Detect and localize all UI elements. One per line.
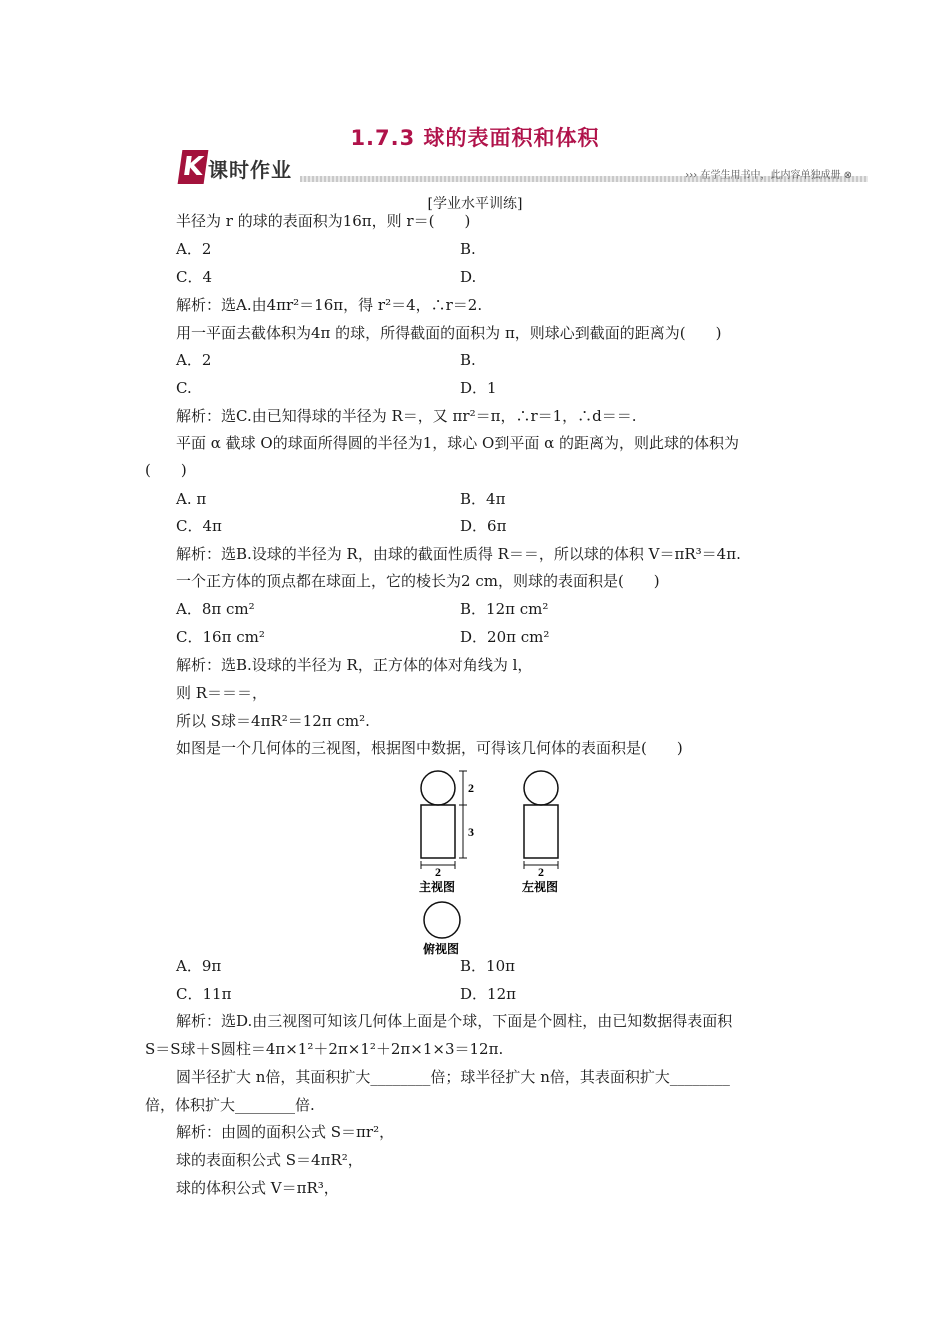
q5-stem: 如图是一个几何体的三视图，根据图中数据，可得该几何体的表面积是( ) bbox=[176, 739, 683, 757]
dim-top-label: 2 bbox=[468, 781, 474, 795]
q4-solution-line3: 所以 S球＝4πR²＝12π cm². bbox=[176, 712, 370, 730]
q2-solution: 解析：选C.由已知得球的半径为 R＝，又 πr²＝π，∴r＝1，∴d＝＝. bbox=[176, 407, 637, 425]
q2-option-d: D．1 bbox=[460, 379, 497, 397]
q2-option-c: C. bbox=[176, 379, 192, 397]
side-view-cylinder bbox=[524, 805, 558, 858]
three-view-figure bbox=[405, 770, 575, 960]
q5-option-b: B．10π bbox=[460, 957, 515, 975]
k-logo-icon: K bbox=[178, 150, 209, 184]
q1-solution: 解析：选A.由4πr²＝16π，得 r²＝4，∴r＝2. bbox=[176, 296, 483, 314]
q4-stem: 一个正方体的顶点都在球面上，它的棱长为2 cm，则球的表面积是( ) bbox=[176, 572, 660, 590]
q6-stem-line2: 倍，体积扩大________倍. bbox=[145, 1096, 315, 1114]
q5-solution-line1: 解析：选D.由三视图可知该几何体上面是个球，下面是个圆柱，由已知数据得表面积 bbox=[176, 1012, 733, 1030]
q1-option-c: C．4 bbox=[176, 268, 213, 286]
section-label: [学业水平训练] bbox=[427, 196, 523, 212]
q3-stem-continued: ( ) bbox=[145, 461, 187, 479]
q2-option-a: A．2 bbox=[176, 351, 212, 369]
q4-option-c: C．16π cm² bbox=[176, 628, 265, 646]
q3-stem: 平面 α 截球 O的球面所得圆的半径为1，球心 O到平面 α 的距离为，则此球的体积为 bbox=[176, 434, 740, 452]
front-view-cylinder bbox=[421, 805, 455, 858]
q6-stem-line1: 圆半径扩大 n倍，其面积扩大________倍；球半径扩大 n倍，其表面积扩大________ bbox=[176, 1068, 730, 1086]
q2-stem: 用一平面去截体积为4π 的球，所得截面的面积为 π，则球心到截面的距离为( ) bbox=[176, 324, 722, 342]
top-view-circle bbox=[424, 902, 460, 938]
q4-option-b: B．12π cm² bbox=[460, 600, 549, 618]
front-view-label: 主视图 bbox=[419, 880, 456, 894]
dim-front-bottom-label: 2 bbox=[435, 865, 441, 879]
top-view-label: 俯视图 bbox=[423, 942, 460, 956]
q6-solution-line3: 球的体积公式 V＝πR³， bbox=[176, 1179, 339, 1197]
q3-option-b: B．4π bbox=[460, 490, 506, 508]
homework-banner bbox=[180, 150, 868, 186]
q5-option-a: A．9π bbox=[176, 957, 222, 975]
q1-option-d: D. bbox=[460, 268, 477, 286]
banner-label: 课时作业 bbox=[208, 158, 292, 182]
banner-note: ››› 在学生用书中，此内容单独成册 ⊗ bbox=[685, 170, 852, 181]
q6-solution-line2: 球的表面积公式 S＝4πR²， bbox=[176, 1151, 363, 1169]
side-view-label: 左视图 bbox=[522, 880, 559, 894]
three-view-drawing bbox=[405, 770, 575, 960]
side-view-sphere bbox=[524, 771, 558, 805]
q6-solution-line1: 解析：由圆的面积公式 S＝πr²， bbox=[176, 1123, 395, 1141]
q1-option-a: A．2 bbox=[176, 240, 212, 258]
q3-option-d: D．6π bbox=[460, 517, 507, 535]
q4-option-d: D．20π cm² bbox=[460, 628, 550, 646]
q5-solution-line2: S＝S球＋S圆柱＝4π×1²＋2π×1²＋2π×1×3＝12π. bbox=[145, 1040, 504, 1058]
q4-option-a: A．8π cm² bbox=[176, 600, 255, 618]
q1-stem: 半径为 r 的球的表面积为16π，则 r＝( ) bbox=[176, 212, 471, 230]
q4-solution-line2: 则 R＝＝＝， bbox=[176, 684, 268, 702]
q1-option-b: B. bbox=[460, 240, 476, 258]
q4-solution-line1: 解析：选B.设球的半径为 R，正方体的体对角线为 l， bbox=[176, 656, 533, 674]
q5-option-d: D．12π bbox=[460, 985, 516, 1003]
dim-mid-label: 3 bbox=[468, 825, 474, 839]
front-view-sphere bbox=[421, 771, 455, 805]
q3-option-a: A. π bbox=[176, 490, 207, 508]
dim-side-bottom-label: 2 bbox=[538, 865, 544, 879]
q2-option-b: B. bbox=[460, 351, 476, 369]
page-title: 1.7.3 球的表面积和体积 bbox=[350, 126, 600, 150]
q3-option-c: C．4π bbox=[176, 517, 222, 535]
q3-solution: 解析：选B.设球的半径为 R，由球的截面性质得 R＝＝，所以球的体积 V＝πR³＝4π. bbox=[176, 545, 741, 563]
q5-option-c: C．11π bbox=[176, 985, 232, 1003]
